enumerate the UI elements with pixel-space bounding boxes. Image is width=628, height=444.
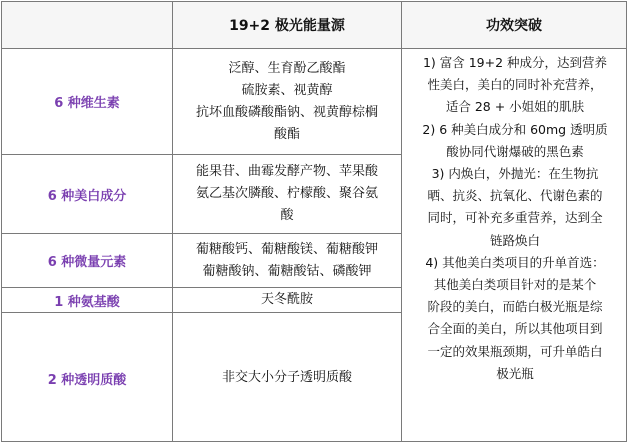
effect-line: 链路焕白	[489, 232, 540, 248]
effect-line: 3) 内焕白，外抛光：在生物抗	[431, 166, 599, 182]
whitening-list	[173, 155, 401, 233]
effect-line: 适合 28 + 小姐姐的肌肤	[445, 99, 585, 115]
ingredient-line: 天冬酰胺	[260, 292, 313, 307]
category-hyaluronic-acid: 2 种透明质酸	[47, 372, 127, 388]
header-effects: 功效突破	[486, 18, 542, 34]
header-ingredients: 19+2 极光能量源	[229, 18, 345, 34]
ingredient-line: 硫胺素、视黄醇	[241, 82, 333, 98]
effect-line: 阶段的美白，而皓白极光瓶是综	[427, 299, 603, 315]
ingredient-line: 氨乙基次膦酸、柠檬酸、聚谷氨	[195, 186, 378, 201]
ingredient-line: 泛醇、生育酚乙酸酯	[228, 60, 346, 76]
effect-line: 性美白，美白的同时补充营养，	[427, 77, 603, 93]
ingredient-line: 抗坏血酸磷酸酯钠、视黄醇棕榈	[195, 104, 378, 120]
effect-line: 合全面的美白，所以其他项目到	[427, 321, 603, 337]
ingredient-line: 葡糖酸钙、葡糖酸镁、葡糖酸钾	[195, 241, 378, 257]
effect-line: 其他美白类项目针对的是某个	[433, 277, 597, 293]
effect-line: 同时，可补充多重营养，达到全	[427, 210, 603, 226]
effect-line: 4) 其他美白类项目的升单首选：	[425, 254, 605, 270]
ingredient-line: 酸	[280, 208, 294, 223]
effect-line: 1) 富含 19+2 种成分，达到营养	[422, 55, 608, 70]
ingredient-line: 葡糖酸钠、葡糖酸钴、磷酸钾	[202, 263, 372, 279]
effect-line: 2) 6 种美白成分和 60mg 透明质	[422, 121, 608, 137]
header-blank	[2, 2, 172, 48]
trace-elements-list	[173, 234, 401, 287]
category-vitamins: 6 种维生素	[54, 96, 120, 111]
category-trace-elements: 6 种微量元素	[47, 255, 127, 270]
category-whitening: 6 种美白成分	[47, 188, 127, 204]
vitamins-list	[173, 49, 401, 154]
effect-line: 晒、抗炎、抗氧化、代谢色素的	[427, 188, 603, 204]
ingredient-line: 酸酯	[273, 126, 300, 142]
ingredient-line: 能果苷、曲霉发酵产物、苹果酸	[195, 164, 378, 179]
ingredient-table	[1, 1, 627, 442]
effect-line: 一定的效果瓶颈期，可升单皓白	[427, 343, 603, 359]
hyaluronic-acid-list	[173, 313, 401, 443]
category-amino-acid: 1 种氨基酸	[54, 294, 120, 310]
effects-text	[402, 49, 626, 441]
effect-line: 酸协同代谢爆破的黑色素	[446, 143, 584, 159]
ingredient-line: 非交大小分子透明质酸	[221, 370, 352, 385]
effect-line: 极光瓶	[496, 365, 534, 381]
amino-acid-list	[173, 288, 401, 312]
